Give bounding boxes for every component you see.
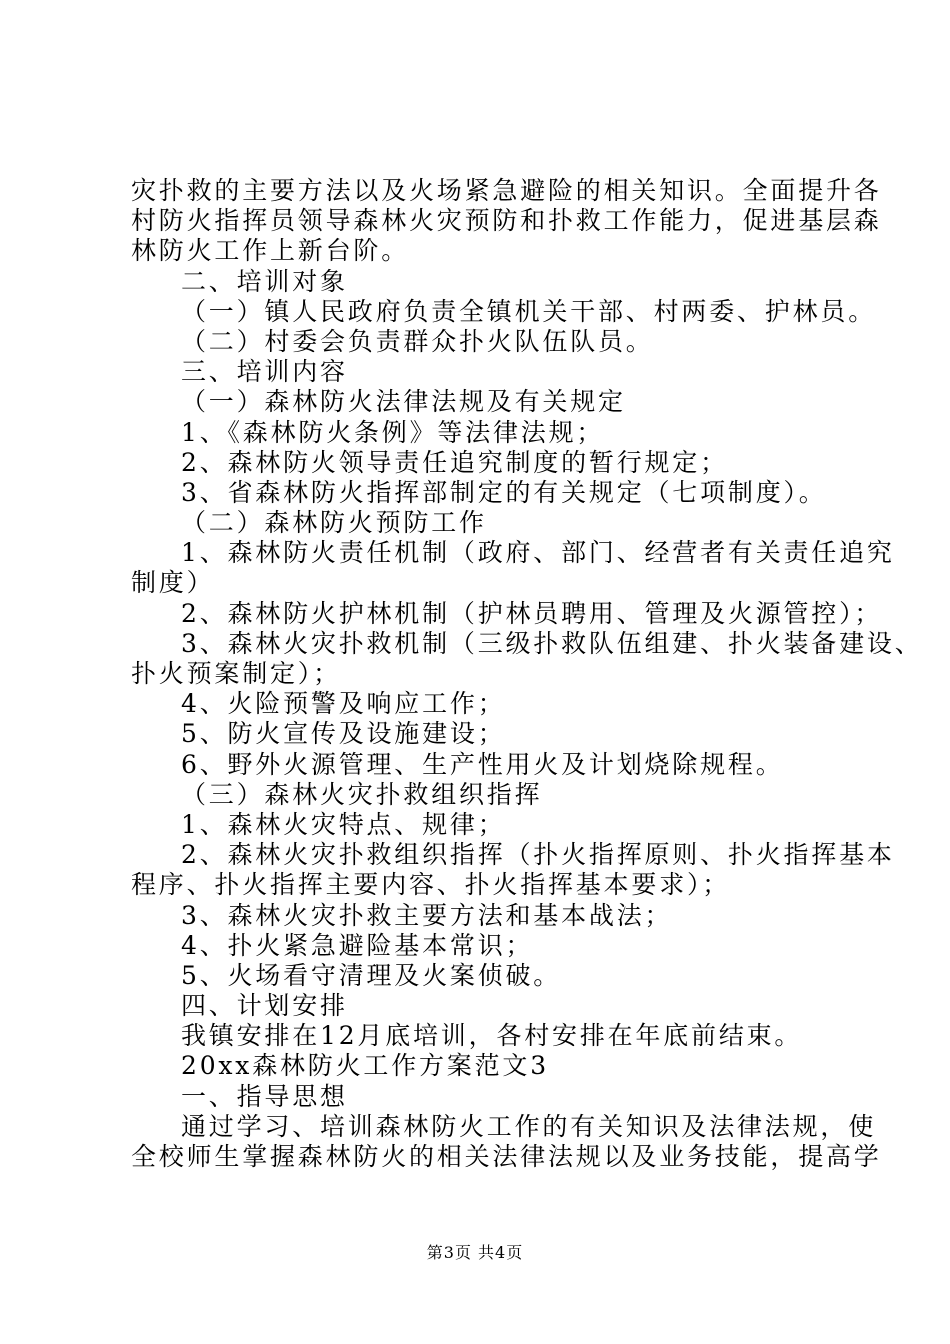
text-line: 林防火工作上新台阶。 bbox=[131, 236, 410, 266]
text-line: 四、计划安排 bbox=[181, 991, 348, 1021]
text-line: 5、防火宣传及设施建设； bbox=[181, 719, 506, 749]
text-line: 制度） bbox=[131, 568, 215, 598]
text-line: 5、火场看守清理及火案侦破。 bbox=[181, 960, 562, 990]
text-line: 程序、扑火指挥主要内容、扑火指挥基本要求）； bbox=[131, 870, 731, 900]
text-line: 4、扑火紧急避险基本常识； bbox=[181, 930, 534, 960]
text-line: 3、省森林防火指挥部制定的有关规定（七项制度）。 bbox=[181, 477, 827, 507]
text-line: （一）森林防火法律法规及有关规定 bbox=[181, 387, 626, 417]
text-line: 3、森林火灾扑救主要方法和基本战法； bbox=[181, 900, 673, 930]
text-line: 1、森林火灾特点、规律； bbox=[181, 809, 506, 839]
text-line: 村防火指挥员领导森林火灾预防和扑救工作能力，促进基层森 bbox=[131, 206, 882, 236]
text-line: 三、培训内容 bbox=[181, 357, 348, 387]
text-line: （二）森林防火预防工作 bbox=[181, 508, 487, 538]
text-line: 全校师生掌握森林防火的相关法律法规以及业务技能，提高学 bbox=[131, 1142, 882, 1171]
text-line: （三）森林火灾扑救组织指挥 bbox=[181, 779, 543, 809]
document-body bbox=[131, 176, 923, 1172]
text-line: 二、培训对象 bbox=[181, 266, 348, 296]
text-line: 2、森林防火护林机制（护林员聘用、管理及火源管控）； bbox=[181, 598, 883, 628]
text-line: 6、野外火源管理、生产性用火及计划烧除规程。 bbox=[181, 749, 784, 779]
text-line: 1、森林防火责任机制（政府、部门、经营者有关责任追究 bbox=[181, 538, 895, 568]
text-line: 扑火预案制定）； bbox=[131, 659, 341, 688]
text-line: 4、火险预警及响应工作； bbox=[181, 689, 506, 719]
text-line: （二）村委会负责群众扑火队伍队员。 bbox=[181, 326, 654, 356]
text-line: 通过学习、培训森林防火工作的有关知识及法律法规，使 bbox=[181, 1111, 877, 1141]
text-line: （一）镇人民政府负责全镇机关干部、村两委、护林员。 bbox=[181, 296, 877, 326]
text-line: 1、《森林防火条例》等法律法规； bbox=[181, 417, 605, 447]
page-footer: 第3页 共4页 bbox=[426, 1243, 524, 1262]
text-line: 2、森林火灾扑救组织指挥（扑火指挥原则、扑火指挥基本 bbox=[181, 840, 895, 870]
text-line: 20xx森林防火工作方案范文3 bbox=[181, 1051, 549, 1081]
text-line: 我镇安排在12月底培训，各村安排在年底前结束。 bbox=[181, 1021, 803, 1051]
text-line: 一、指导思想 bbox=[181, 1081, 348, 1111]
text-line: 2、森林防火领导责任追究制度的暂行规定； bbox=[181, 447, 728, 477]
text-line: 3、森林火灾扑救机制（三级扑救队伍组建、扑火装备建设、 bbox=[181, 628, 923, 658]
text-line: 灾扑救的主要方法以及火场紧急避险的相关知识。全面提升各 bbox=[131, 176, 882, 205]
